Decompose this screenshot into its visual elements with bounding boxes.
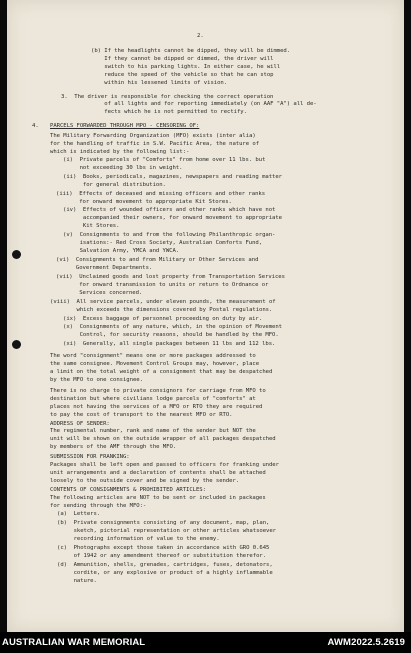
text-line: (c) Photographs except those taken in accordance with GRO 0.645	[57, 545, 270, 551]
text-line: 3. The driver is responsible for checking the correct operation	[61, 94, 274, 100]
text-line: (a) Letters.	[57, 511, 101, 517]
text-line: for general distribution.	[63, 182, 166, 188]
text-line: the same consignee. Movement Control Groups may, however, place	[50, 361, 260, 367]
text-line: (vii) Unclaimed goods and lost property from Transportation Services	[56, 274, 285, 280]
text-line: (x) Consignments of any nature, which, in the opinion of Movement	[63, 324, 282, 330]
text-line: of 1942 or any amendment thereof or substitution therefor.	[57, 553, 267, 559]
text-line: There is no charge to private consignors for carriage from MFO to	[50, 388, 266, 394]
text-line: (d) Ammunition, shells, grenades, cartridges, fuses, detonators,	[57, 562, 273, 568]
text-line: If they cannot be dipped or dimmed, the driver will	[91, 56, 274, 62]
text-line: places not having the services of a MFO or RTO they are required	[50, 404, 263, 410]
text-line: not exceeding 30 lbs in weight.	[63, 165, 183, 171]
text-line: ADDRESS OF SENDER:	[50, 421, 110, 427]
text-line: Packages shall be left open and passed to officers for franking under	[50, 462, 279, 468]
archive-footer	[0, 632, 411, 653]
punch-hole-bottom	[12, 340, 21, 349]
text-line: to pay the cost of transport to the nearest MFO or RTO.	[50, 412, 233, 418]
text-line: cordite, or any explosive or product of a highly inflammable	[57, 570, 273, 576]
text-line: (iii) Effects of deceased and missing officers and other ranks	[56, 191, 266, 197]
text-line: accompanied their owners, for onward movement to appropriate	[63, 215, 282, 221]
text-line: for onward movement to appropriate Kit Stores.	[56, 199, 232, 205]
text-line: which exceeds the dimensions covered by Postal regulations.	[50, 307, 273, 313]
text-line: sketch, pictorial representation or other articles whatsoever	[57, 528, 276, 534]
text-line: CONTENTS OF CONSIGNMENTS & PROHIBITED ARTICLES:	[50, 487, 206, 493]
text-line: (iv) Effects of wounded officers and other ranks which have not	[63, 207, 276, 213]
text-line: isations:- Red Cross Society, Australian Comforts Fund,	[63, 240, 263, 246]
text-line: for sending through the MFO:-	[50, 503, 147, 509]
section-number: 4.	[32, 123, 39, 129]
text-line: which is indicated by the following list:-	[50, 149, 190, 155]
section-heading: PARCELS FORWARDED THROUGH MPO - CENSORING OF:	[50, 123, 200, 129]
text-line: (xi) Generally, all single packages between 11 lbs and 112 lbs.	[63, 341, 276, 347]
text-line: reduce the speed of the vehicle so that he can stop	[91, 72, 274, 78]
text-line: (b) If the headlights cannot be dipped, they will be dimmed.	[91, 48, 291, 54]
text-line: Kit Stores.	[63, 223, 120, 229]
text-line: switch to his parking lights. In either case, he will	[91, 64, 281, 70]
text-line: by members of the AMF through the MFO.	[50, 444, 177, 450]
document-page	[7, 0, 404, 632]
text-line: The Military Forwarding Organization (MFO) exists (inter alia)	[50, 133, 256, 139]
text-line: unit arrangements and a declaration of contents shall be attached	[50, 470, 266, 476]
text-line: Salvation Army, YMCA and YWCA.	[63, 248, 180, 254]
text-line: Government Departments.	[56, 265, 153, 271]
footer-institution: AUSTRALIAN WAR MEMORIAL	[2, 637, 146, 648]
text-line: (viii) All service parcels, under eleven pounds, the measurement of	[50, 299, 276, 305]
text-line: within his lessened limits of vision.	[91, 80, 228, 86]
text-line: Services concerned.	[56, 290, 143, 296]
text-line: (v) Consignments to and from the following Philanthropic organ-	[63, 232, 276, 238]
text-line: recording information of value to the enemy.	[57, 536, 220, 542]
text-line: nature.	[57, 578, 97, 584]
text-line: loosely to the outside cover and be signed by the sender.	[50, 478, 240, 484]
text-line: by the MFO to one consignee.	[50, 377, 143, 383]
footer-reference: AWM2022.5.2619	[327, 637, 405, 648]
text-line: Control, for security reasons, should be handled by the MFO.	[63, 332, 279, 338]
text-line: (ii) Books, periodicals, magazines, newspapers and reading matter	[63, 174, 282, 180]
text-line: (vi) Consignments to and from Military or Other Services and	[56, 257, 259, 263]
text-line: unit will be shown on the outside wrapper of all packages despatched	[50, 436, 276, 442]
text-line: The word "consignment" means one or more packages addressed to	[50, 353, 256, 359]
text-line: for onward transmission to units or return to Ordnance or	[56, 282, 269, 288]
text-line: (ix) Excess baggage of personnel proceeding on duty by air.	[63, 316, 263, 322]
text-line: for the handling of traffic in S.W. Pacific Area, the nature of	[50, 141, 260, 147]
text-line: The regimental number, rank and name of the sender but NOT the	[50, 428, 256, 434]
text-line: The following articles are NOT to be sent or included in packages	[50, 495, 266, 501]
punch-hole-top	[12, 250, 21, 259]
page-number: 2.	[197, 33, 204, 39]
text-line: fects which he is not permitted to rectify.	[91, 109, 247, 115]
text-line: (i) Private parcels of "Comforts" from home over 11 lbs. but	[63, 157, 266, 163]
text-line: (b) Private consignments consisting of any document, map, plan,	[57, 520, 270, 526]
text-line: a limit on the total weight of a consignment that may be despatched	[50, 369, 273, 375]
text-line: destination but where civilians lodge parcels of "comforts" at	[50, 396, 256, 402]
text-line: of all lights and for reporting immediately (on AAF "A") all de-	[91, 101, 317, 107]
text-line: SUBMISSION FOR FRANKING:	[50, 454, 130, 460]
